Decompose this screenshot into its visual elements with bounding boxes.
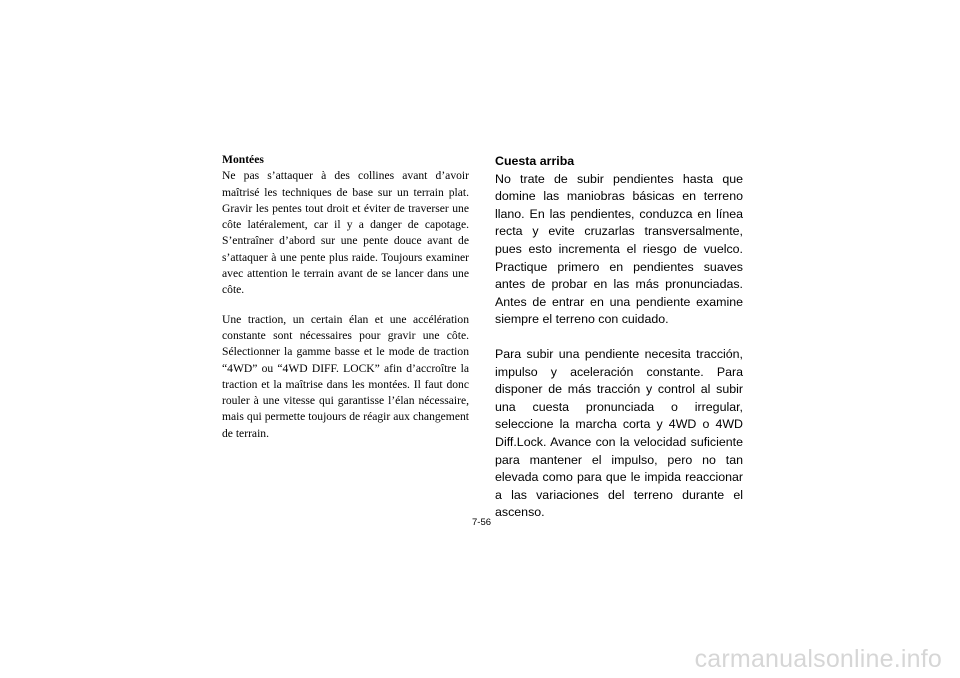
spanish-heading: Cuesta arriba [495,154,575,168]
spanish-column [495,152,743,522]
page-number: 7-56 [472,517,492,528]
french-column [222,152,469,442]
spanish-paragraph-2: Para subir una pendiente necesita tracción, impulso y aceleración constante. Para disponer de más tracción y control al subir una cuesta pronunciada o irregular, seleccione la marcha corta y 4WD o 4WD Diff.Lock. Avance con la velocidad suficiente para mantener el impulso, pero no tan elevada como para que le impida reaccionar a las variaciones del terreno durante el ascenso. [495,346,743,520]
french-paragraph-2: Une traction, un certain élan et une accélération constante sont nécessaires pour gravir une côte. Sélectionner la gamme basse et le mode de traction “4WD” ou “4WD DIFF. LOCK” afin d’accroître la traction et la maîtrise dans les montées. Il faut donc rouler à une vitesse qui garantisse l’élan nécessaire, mais qui permette toujours de réagir aux changement de terrain. [222,312,469,440]
spanish-paragraph-1: No trate de subir pendientes hasta que domine las maniobras básicas en terreno llano. En las pendientes, conduzca en línea recta y evite cruzarlas transversalmente, pues esto incrementa el riesgo de vuelco. Practique primero en pendientes suaves antes de probar en las más pronunciadas. Antes de entrar en una pendiente examine siempre el terreno con cuidado. [495,171,743,327]
french-paragraph-1: Ne pas s’attaquer à des collines avant d’avoir maîtrisé les techniques de base sur un terrain plat. Gravir les pentes tout droit et éviter de traverser une côte latéralement, car il y a danger de capotage. S’entraîner d’abord sur une pente douce avant de s’attaquer à une pente plus raide. Toujours examiner avec attention le terrain avant de se lancer dans une côte. [222,169,469,297]
watermark: carmanualsonline.info [694,645,942,673]
french-heading: Montées [222,153,264,166]
